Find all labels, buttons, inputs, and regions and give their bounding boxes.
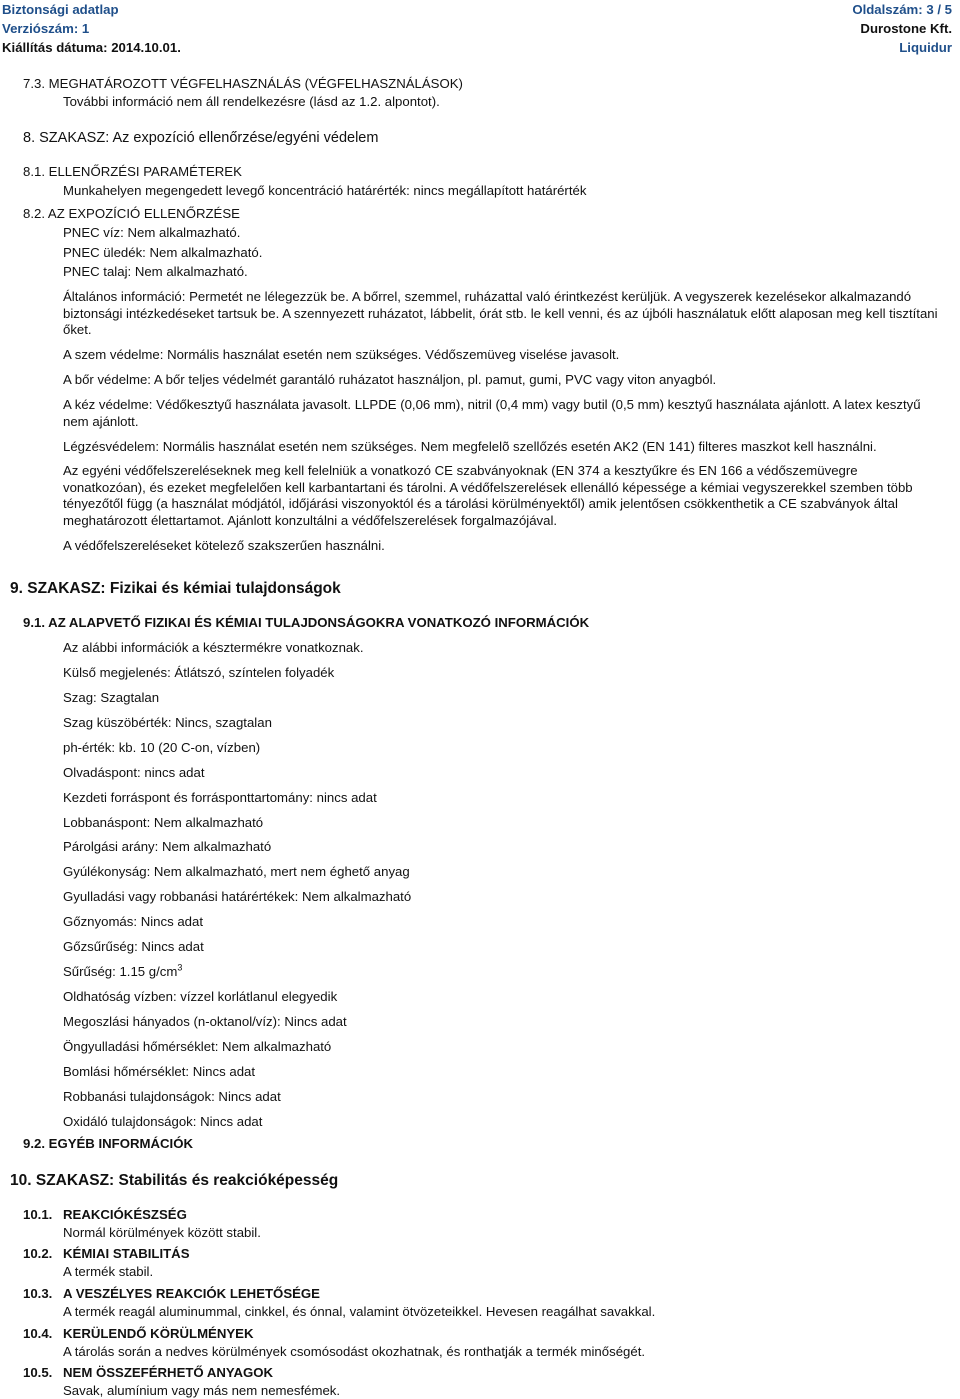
s9-title: 9. SZAKASZ: Fizikai és kémiai tulajdonságok [10,580,341,597]
subsection-text: A termék stabil. [63,1264,154,1279]
ppe-use: A védőfelszereléseket kötelező szakszerűen használni. [63,538,385,553]
property-item: Oxidáló tulajdonságok: Nincs adat [63,1114,263,1129]
property-item: Oldhatóság vízben: vízzel korlátlanul elegyedik [63,989,338,1004]
property-item: Öngyulladási hőmérséklet: Nem alkalmazható [63,1039,332,1054]
subsection-text: A tárolás során a nedves körülmények csomósodást okozhatnak, és ronthatják a termék minőségét. [63,1344,646,1359]
s9-1-title: 9.1. AZ ALAPVETŐ FIZIKAI ÉS KÉMIAI TULAJDONSÁGOKRA VONATKOZÓ INFORMÁCIÓK [23,615,590,630]
subsection-text: A termék reagál aluminummal, cinkkel, és ónnal, valamint ötvözeteikkel. Hevesen reagálhat savakkal. [63,1304,656,1319]
subsection-title: REAKCIÓKÉSZSÉG [63,1207,187,1222]
page-header [0,0,960,60]
header-left [2,0,181,57]
density [63,964,182,980]
property-item: Szag küszöbérték: Nincs, szagtalan [63,715,272,730]
density-exponent: 3 [177,962,183,973]
product-name: Liquidur [899,40,952,55]
s8-1-text: Munkahelyen megengedett levegő koncentráció határérték: nincs megállapított határérték [63,183,587,198]
general-info: Általános információ: Permetét ne lélegezzük be. A bőrrel, szemmel, ruházattal való érintkezést kerüljük. A vegyszerek kezelésekor alkalmazandó biztonsági intézkedéseket tartsuk be. A szennyezett ruházatot, lábbelit, órát stb. le kell venni, és az újbóli használatuk előtt alaposan meg kell tisztítani őket. [63,289,938,337]
subsection-title: NEM ÖSSZEFÉRHETŐ ANYAGOK [63,1365,274,1380]
property-item: Lobbanáspont: Nem alkalmazható [63,815,264,830]
issue-date: Kiállítás dátuma: 2014.10.01. [2,40,181,55]
property-item: Robbanási tulajdonságok: Nincs adat [63,1089,281,1104]
doc-type: Biztonsági adatlap [2,2,119,17]
pnec-soil: PNEC talaj: Nem alkalmazható. [63,264,248,279]
s7-3-title: 7.3. MEGHATÁROZOTT VÉGFELHASZNÁLÁS (VÉGFELHASZNÁLÁSOK) [23,76,463,91]
hand-protection: A kéz védelme: Védőkesztyű használata javasolt. LLPDE (0,06 mm), nitril (0,4 mm) vagy butil (0,5 mm) kesztyű használata ajánlott. A latex kesztyű nem ajánlott. [63,397,921,429]
subsection-text: Normál körülmények között stabil. [63,1225,261,1240]
property-item: Külső megjelenés: Átlátszó, színtelen folyadék [63,665,335,680]
ppe-info: Az egyéni védőfelszereléseknek meg kell felelniük a vonatkozó CE szabványoknak (EN 374 a kesztyűkre és EN 166 a védőszemüvegre vonatkozóan), és ezeket megfelelően kell karbantartani és tárolni. A védőfelszerelések ellenálló képessége a kémiai vegyszerekkel szemben több tényezőtől függ (a használat módjától, időjárási viszonyoktól és a tárolási körülményektől) amik jelentősen csökkenthetik a CE szabványok által meghatározott élettartamot. Ajánlott konzultálni a védőfelszerelések forgalmazójával. [63,463,913,528]
subsection-number: 10.5. [23,1365,53,1380]
header-right [852,0,952,57]
property-item: Gőzsűrűség: Nincs adat [63,939,204,954]
density-text: Sűrűség: 1.15 g/cm [63,964,178,979]
s10-title: 10. SZAKASZ: Stabilitás és reakcióképesség [10,1172,339,1189]
subsection-number: 10.3. [23,1286,53,1301]
subsection-number: 10.2. [23,1246,53,1261]
property-item: Szag: Szagtalan [63,690,160,705]
subsection-title: KÉMIAI STABILITÁS [63,1246,190,1261]
property-item: Gyúlékonyság: Nem alkalmazható, mert nem éghető anyag [63,864,410,879]
property-item: Az alábbi információk a késztermékre vonatkoznak. [63,640,364,655]
s8-1-title: 8.1. ELLENŐRZÉSI PARAMÉTEREK [23,164,242,179]
respiratory-protection: Légzésvédelem: Normális használat esetén nem szükséges. Nem megfelelõ szellőzés esetén AK2 (EN 141) filteres maszkot kell használni. [63,439,877,454]
property-item: Olvadáspont: nincs adat [63,765,205,780]
subsection-title: A VESZÉLYES REAKCIÓK LEHETŐSÉGE [63,1286,320,1301]
s9-2-title: 9.2. EGYÉB INFORMÁCIÓK [23,1136,193,1151]
property-item: Kezdeti forráspont és forrásponttartomány: nincs adat [63,790,377,805]
pnec-sediment: PNEC üledék: Nem alkalmazható. [63,245,263,260]
subsection-number: 10.4. [23,1326,53,1341]
company-name: Durostone Kft. [860,21,952,36]
property-item: ph-érték: kb. 10 (20 C-on, vízben) [63,740,261,755]
property-item: Párolgási arány: Nem alkalmazható [63,839,272,854]
s8-title: 8. SZAKASZ: Az expozíció ellenőrzése/egyéni védelem [23,130,379,146]
s8-2-title: 8.2. AZ EXPOZÍCIÓ ELLENŐRZÉSE [23,206,240,221]
pnec-water: PNEC víz: Nem alkalmazható. [63,225,241,240]
page-number: Oldalszám: 3 / 5 [852,2,952,17]
subsection-text: Savak, alumínium vagy más nem nemesfémek. [63,1383,341,1398]
version: Verziószám: 1 [2,21,90,36]
skin-protection: A bőr védelme: A bőr teljes védelmét garantáló ruházatot használjon, pl. pamut, gumi, PVC vagy viton anyagból. [63,372,717,387]
property-item: Gyulladási vagy robbanási határértékek: Nem alkalmazható [63,889,412,904]
subsection-number: 10.1. [23,1207,53,1222]
property-item: Bomlási hőmérséklet: Nincs adat [63,1064,256,1079]
subsection-title: KERÜLENDŐ KÖRÜLMÉNYEK [63,1326,254,1341]
property-item: Megoszlási hányados (n-oktanol/víz): Nincs adat [63,1014,347,1029]
eye-protection: A szem védelme: Normális használat esetén nem szükséges. Védőszemüveg viselése javasolt. [63,347,620,362]
s7-3-text: További információ nem áll rendelkezésre (lásd az 1.2. alpontot). [63,94,440,109]
property-item: Gőznyomás: Nincs adat [63,914,203,929]
